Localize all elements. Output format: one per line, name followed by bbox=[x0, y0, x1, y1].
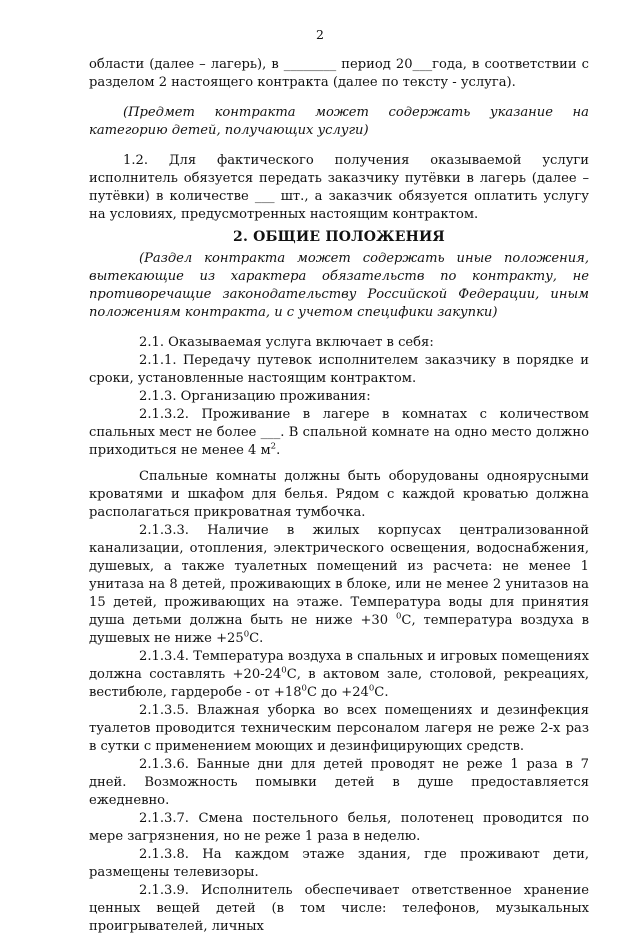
note-subject: (Предмет контракта может содержать указание на категорию детей, получающих услуги) bbox=[89, 105, 589, 138]
paragraph-bedrooms: Спальные комнаты должны быть оборудованы одноярусными кроватями и шкафом для белья. Рядом с каждой кроватью должна располагаться прикроватная тумбочка. bbox=[89, 469, 589, 520]
superscript: 2 bbox=[270, 441, 277, 452]
paragraph-2-1: 2.1. Оказываемая услуга включает в себя: bbox=[139, 335, 434, 350]
text-part: С. bbox=[374, 685, 389, 700]
text-part: 2.1.3.4. Температура воздуха в спальных и игровых помещениях должна составлять +20-24 bbox=[89, 649, 589, 682]
text-part: С до +24 bbox=[306, 685, 369, 700]
text-part: С, температура воздуха в душевых не ниже +25 bbox=[89, 613, 589, 646]
paragraph-2-1-3-2 bbox=[89, 406, 589, 460]
superscript: 0 bbox=[281, 665, 287, 676]
paragraph-2-1-3-8: 2.1.3.8. На каждом этаже здания, где проживают дети, размещены телевизоры. bbox=[89, 847, 589, 880]
superscript: 0 bbox=[301, 683, 307, 694]
paragraph-2-1-3-3 bbox=[89, 522, 589, 648]
paragraph-2-1-3-5: 2.1.3.5. Влажная уборка во всех помещениях и дезинфекция туалетов проводится техническим персоналом лагеря не реже 2-х раз в сутки с применением моющих и дезинфицирующих средств. bbox=[89, 703, 589, 754]
paragraph-2-1-3-4 bbox=[89, 648, 589, 702]
superscript: 0 bbox=[368, 683, 375, 694]
section-heading: 2. ОБЩИЕ ПОЛОЖЕНИЯ bbox=[233, 229, 445, 245]
period: . bbox=[276, 443, 281, 458]
paragraph-2-1-3-2-text: 2.1.3.2. Проживание в лагере в комнатах с количеством спальных мест не более ___. В спальной комнате на одно место должно приходиться не менее 4 м bbox=[89, 407, 589, 458]
superscript: 0 bbox=[243, 629, 250, 640]
paragraph-region: области (далее – лагерь), в ________ период 20___года, в соответствии с разделом 2 настоящего контракта (далее по тексту - услуга). bbox=[89, 57, 589, 90]
document-body bbox=[89, 56, 589, 936]
note-section: (Раздел контракта может содержать иные положения, вытекающие из характера обязательств по контракту, не противоречащие законодательству Российской Федерации, иным положениям контракта, и с учетом специфики закупки) bbox=[89, 251, 589, 320]
paragraph-1-2: 1.2. Для фактического получения оказываемой услуги исполнитель обязуется передать заказчику путёвки в лагерь (далее – путёвки) в количестве ___ шт., а заказчик обязуется оплатить услугу на условиях, предусмотренных настоящим контрактом. bbox=[89, 153, 589, 222]
text-part: 2.1.3.3. Наличие в жилых корпусах централизованной канализации, отопления, электрического освещения, водоснабжения, душевых, а также туалетных помещений из расчета: не менее 1 унитаза на 8 детей, проживающих в блоке, или не менее 2 унитазов на 15 детей, проживающих на этаже. Температура воды для принятия душа детьми должна быть не ниже +30 bbox=[89, 523, 589, 628]
text-part: С. bbox=[249, 631, 264, 646]
page-number: 2 bbox=[316, 27, 324, 42]
text-part: С, в актовом зале, столовой, рекреациях, вестибюле, гардеробе - от +18 bbox=[89, 667, 589, 700]
paragraph-2-1-3-9: 2.1.3.9. Исполнитель обеспечивает ответственное хранение ценных вещей детей (в том числе: телефонов, музыкальных проигрывателей, личных bbox=[89, 883, 589, 934]
superscript: 0 bbox=[396, 611, 402, 622]
paragraph-2-1-3: 2.1.3. Организацию проживания: bbox=[139, 389, 371, 404]
paragraph-2-1-3-6: 2.1.3.6. Банные дни для детей проводят не реже 1 раза в 7 дней. Возможность помывки детей в душе предоставляется ежедневно. bbox=[89, 757, 589, 808]
paragraph-2-1-1: 2.1.1. Передачу путевок исполнителем заказчику в порядке и сроки, установленные настоящим контрактом. bbox=[89, 353, 589, 386]
paragraph-2-1-3-7: 2.1.3.7. Смена постельного белья, полотенец проводится по мере загрязнения, но не реже 1 раза в неделю. bbox=[89, 811, 589, 844]
